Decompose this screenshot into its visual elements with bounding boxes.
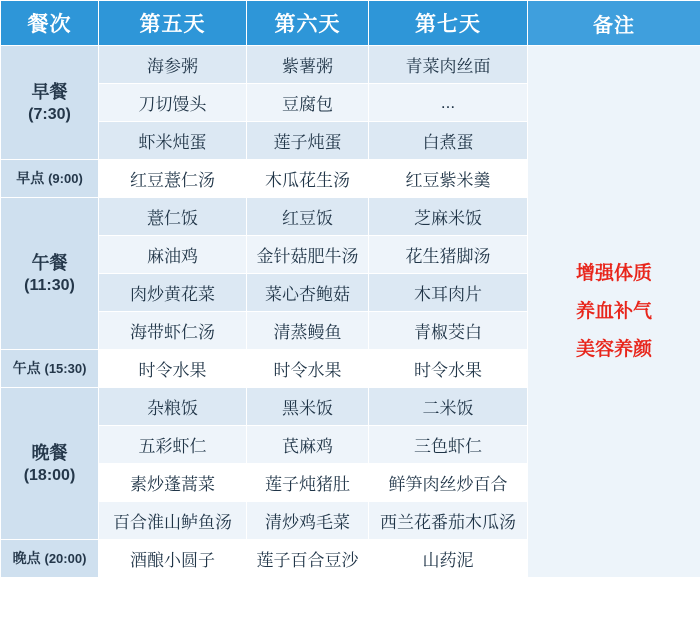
meal-time: (7:30): [28, 105, 71, 123]
header-meal-type: 餐次: [1, 1, 99, 46]
header-day-6: 第六天: [247, 1, 369, 46]
meal-label-cell: [1, 160, 99, 198]
dish-cell: 山药泥: [369, 540, 528, 578]
dish-cell: 红豆饭: [247, 198, 369, 236]
header-day-5: 第五天: [99, 1, 247, 46]
dish-cell: ...: [369, 84, 528, 122]
dish-cell: 海参粥: [99, 46, 247, 84]
meal-name-time: [13, 360, 87, 376]
dish-cell: 五彩虾仁: [99, 426, 247, 464]
remark-line: 养血补气: [575, 300, 652, 322]
header-row: [1, 1, 700, 46]
meal-time: (9:00): [48, 170, 83, 186]
meal-name: 晚点: [12, 549, 41, 566]
remark-line: 增强体质: [575, 262, 652, 284]
meal-time: (11:30): [24, 276, 75, 294]
dish-cell: 木瓜花生汤: [247, 160, 369, 198]
table-row: [1, 46, 700, 84]
dish-cell: 鲜笋肉丝炒百合: [369, 464, 528, 502]
dish-cell: 菜心杏鲍菇: [247, 274, 369, 312]
dish-cell: 红豆紫米羹: [369, 160, 528, 198]
dish-cell: 时令水果: [369, 350, 528, 388]
dish-cell: 莲子炖猪肚: [247, 464, 369, 502]
dish-cell: 芝麻米饭: [369, 198, 528, 236]
dish-cell: 木耳肉片: [369, 274, 528, 312]
dish-cell: 三色虾仁: [369, 426, 528, 464]
dish-cell: 花生猪脚汤: [369, 236, 528, 274]
dish-cell: 麻油鸡: [99, 236, 247, 274]
dish-cell: 西兰花番茄木瓜汤: [369, 502, 528, 540]
meal-label-cell: [1, 388, 99, 540]
dish-cell: 薏仁饭: [99, 198, 247, 236]
remark-cell: [528, 46, 700, 578]
header-day-7: 第七天: [369, 1, 528, 46]
dish-cell: 时令水果: [247, 350, 369, 388]
meal-name: 午餐: [31, 252, 68, 273]
dish-cell: 清蒸鳗鱼: [247, 312, 369, 350]
meal-time: (18:00): [23, 466, 76, 484]
dish-cell: 刀切馒头: [99, 84, 247, 122]
dish-cell: 豆腐包: [247, 84, 369, 122]
dish-cell: 素炒蓬蒿菜: [99, 464, 247, 502]
meal-name: 晚餐: [31, 442, 68, 463]
table-header: [1, 1, 700, 46]
dish-cell: 酒酿小圆子: [99, 540, 247, 578]
meal-label-cell: [1, 350, 99, 388]
dish-cell: 白煮蛋: [369, 122, 528, 160]
meal-name-time: [13, 550, 87, 566]
dish-cell: 肉炒黄花菜: [99, 274, 247, 312]
meal-name: 早点: [16, 169, 45, 186]
meal-label-cell: [1, 198, 99, 350]
meal-time: (20:00): [44, 550, 87, 566]
remark-line: 美容养颜: [575, 338, 652, 360]
meal-name: 午点: [12, 359, 41, 376]
dish-cell: 芪麻鸡: [247, 426, 369, 464]
meal-name: 早餐: [31, 81, 68, 102]
meal-label-cell: [1, 46, 99, 160]
meal-time: (15:30): [44, 360, 87, 376]
table-body: [1, 46, 700, 578]
dish-cell: 黑米饭: [247, 388, 369, 426]
dish-cell: 红豆薏仁汤: [99, 160, 247, 198]
dish-cell: 海带虾仁汤: [99, 312, 247, 350]
dish-cell: 莲子百合豆沙: [247, 540, 369, 578]
dish-cell: 金针菇肥牛汤: [247, 236, 369, 274]
meal-name-time: [16, 170, 83, 186]
dish-cell: 二米饭: [369, 388, 528, 426]
dish-cell: 紫薯粥: [247, 46, 369, 84]
dish-cell: 青菜肉丝面: [369, 46, 528, 84]
dish-cell: 杂粮饭: [99, 388, 247, 426]
dish-cell: 青椒茭白: [369, 312, 528, 350]
meal-label-cell: [1, 540, 99, 578]
dish-cell: 清炒鸡毛菜: [247, 502, 369, 540]
dish-cell: 莲子炖蛋: [247, 122, 369, 160]
dish-cell: 百合淮山鲈鱼汤: [99, 502, 247, 540]
header-remark: 备注: [528, 1, 700, 46]
dish-cell: 虾米炖蛋: [99, 122, 247, 160]
dish-cell: 时令水果: [99, 350, 247, 388]
